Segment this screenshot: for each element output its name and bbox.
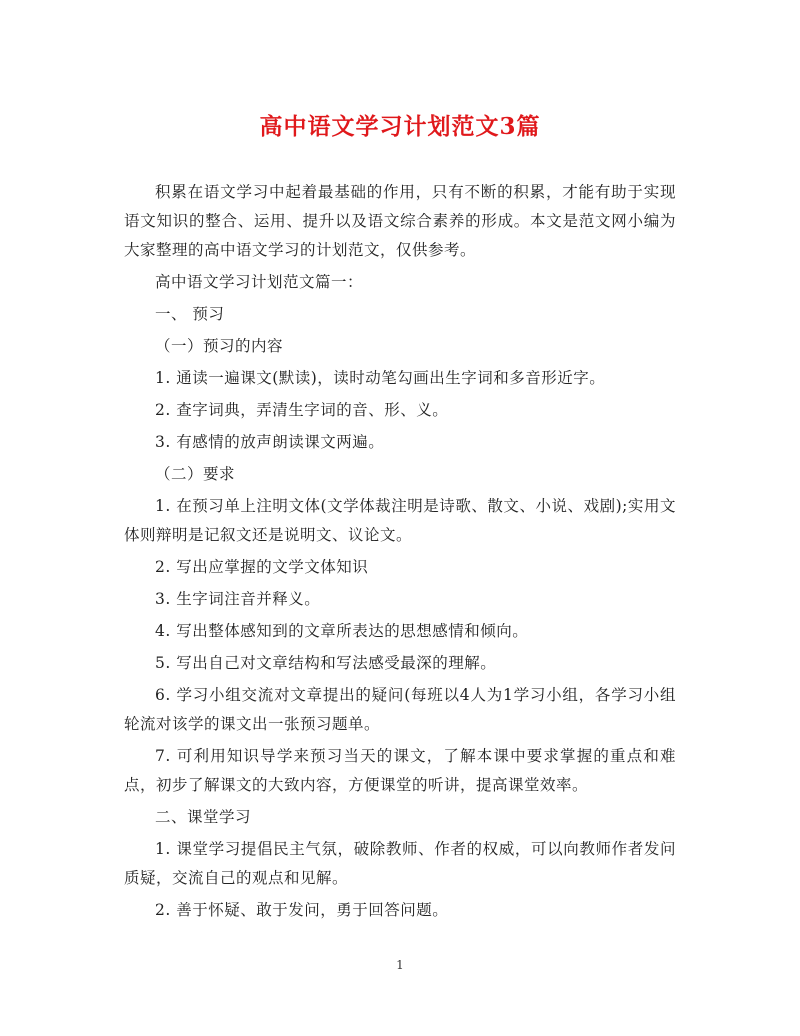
list-item: 1. 课堂学习提倡民主气氛，破除教师、作者的权威，可以向教师作者发问质疑，交流自己的观点和见解。 xyxy=(124,840,676,887)
paragraph-heading-preview: 一、 预习 xyxy=(155,305,225,323)
paragraph-subheading-requirements: （二）要求 xyxy=(155,465,236,483)
paragraph-heading-classroom: 二、课堂学习 xyxy=(155,808,252,826)
list-item: 5. 写出自己对文章结构和写法感受最深的理解。 xyxy=(155,654,497,672)
list-item: 2. 写出应掌握的文学文体知识 xyxy=(155,558,369,576)
list-item: 1. 在预习单上注明文体(文学体裁注明是诗歌、散文、小说、戏剧);实用文体则辩明是记叙文还是说明文、议论文。 xyxy=(124,497,676,544)
list-item: 2. 查字词典，弄清生字词的音、形、义。 xyxy=(155,401,449,419)
page-number: 1 xyxy=(396,958,404,972)
document-title: 高中语文学习计划范文3篇 xyxy=(259,113,541,140)
paragraph-subheading-content: （一）预习的内容 xyxy=(155,337,284,355)
paragraph-section-heading: 高中语文学习计划范文篇一： xyxy=(155,273,364,291)
list-item: 4. 写出整体感知到的文章所表达的思想感情和倾向。 xyxy=(155,622,529,640)
list-item: 3. 有感情的放声朗读课文两遍。 xyxy=(155,433,385,451)
list-item: 2. 善于怀疑、敢于发问，勇于回答问题。 xyxy=(155,901,449,919)
paragraph-intro: 积累在语文学习中起着最基础的作用，只有不断的积累，才能有助于实现语文知识的整合、运用、提升以及语文综合素养的形成。本文是范文网小编为大家整理的高中语文学习的计划范文，仅供参考。 xyxy=(124,183,676,259)
list-item: 3. 生字词注音并释义。 xyxy=(155,590,321,608)
list-item: 1. 通读一遍课文(默读)，读时动笔勾画出生字词和多音形近字。 xyxy=(155,369,606,387)
list-item: 7. 可利用知识导学来预习当天的课文，了解本课中要求掌握的重点和难点，初步了解课文的大致内容，方便课堂的听讲，提高课堂效率。 xyxy=(124,747,676,794)
document-body xyxy=(124,178,676,928)
list-item: 6. 学习小组交流对文章提出的疑问(每班以4人为1学习小组，各学习小组轮流对该学的课文出一张预习题单。 xyxy=(124,686,676,733)
